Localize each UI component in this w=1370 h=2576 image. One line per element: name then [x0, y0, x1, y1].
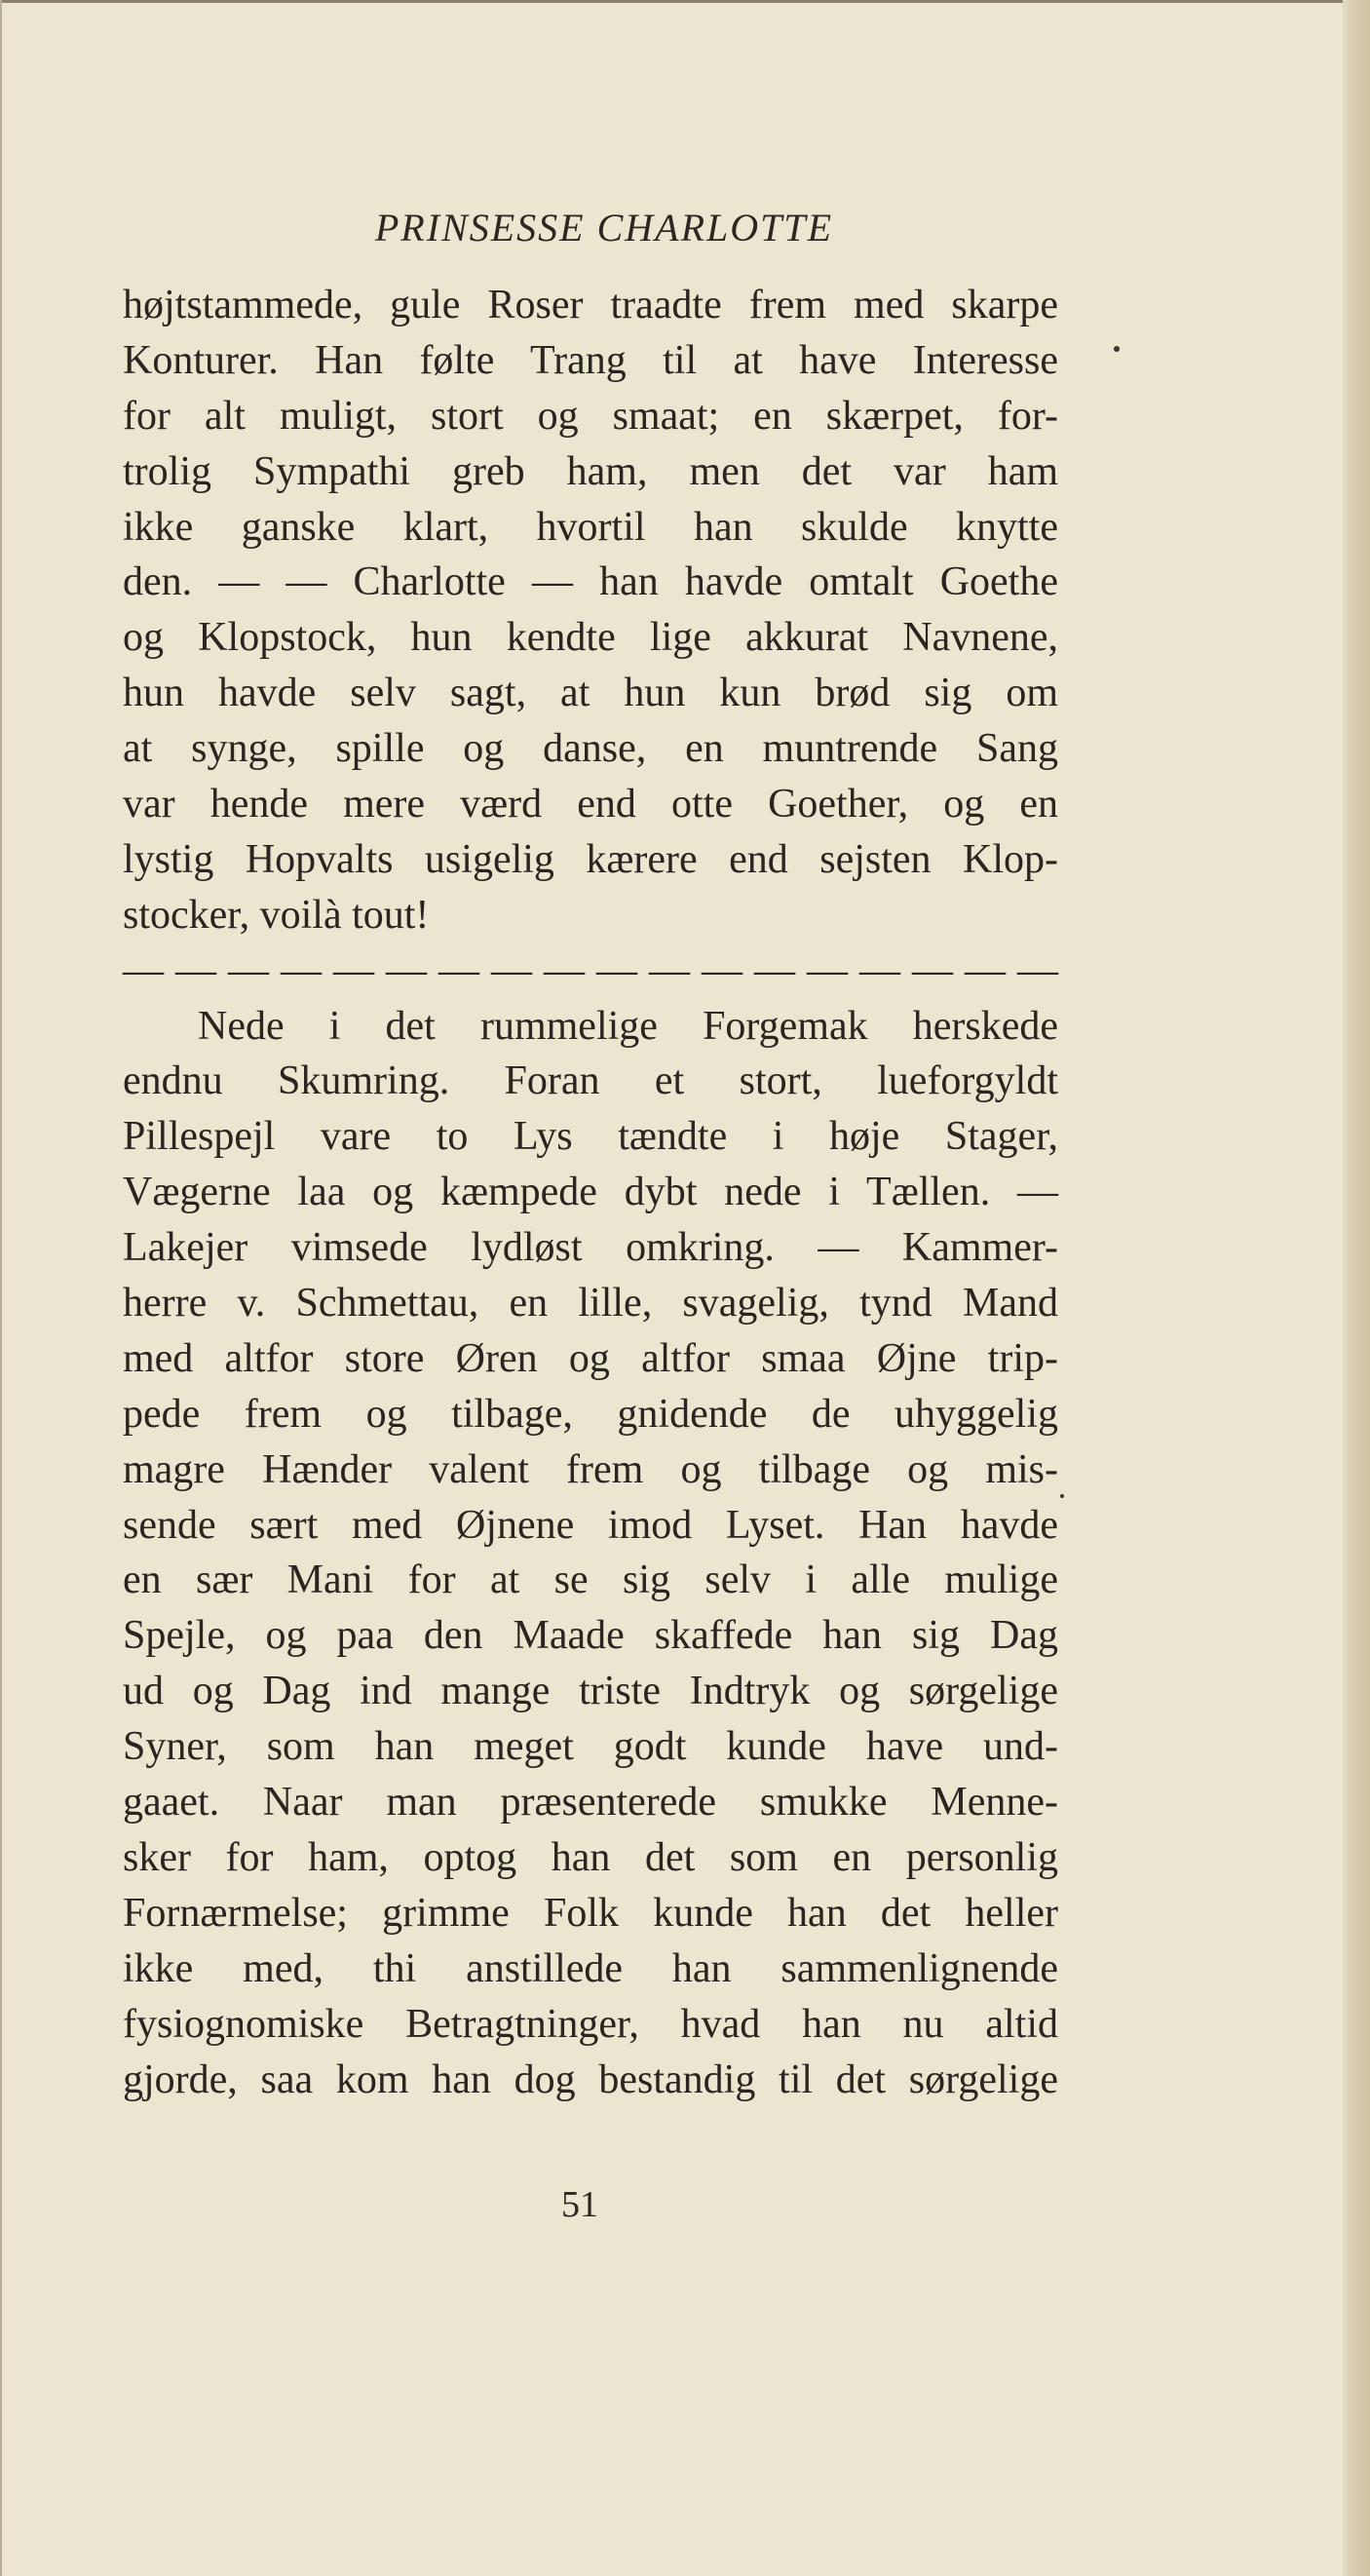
text-line: Lakejer vimsede lydløst omkring. — Kammer-: [123, 1225, 1058, 1271]
text-line: ikke med, thi anstillede han sammenlignende: [123, 1945, 1058, 1991]
text-line: herre v. Schmettau, en lille, svagelig, tynd Mand: [123, 1281, 1058, 1326]
ink-speck: [1060, 1494, 1064, 1498]
body-text: [123, 278, 1058, 2107]
text-line: og Klopstock, hun kendte lige akkurat Navnene,: [123, 615, 1058, 661]
page-edge-shadow: [1343, 0, 1370, 2576]
text-line: trolig Sympathi greb ham, men det var ham: [123, 448, 1058, 494]
text-line: var hende mere værd end otte Goether, og en: [123, 782, 1058, 827]
page-number: 51: [561, 2184, 598, 2225]
text-line: Vægerne laa og kæmpede dybt nede i Tællen. —: [123, 1170, 1058, 1215]
text-line: at synge, spille og danse, en muntrende Sang: [123, 726, 1058, 772]
text-line: gaaet. Naar man præsenterede smukke Menne-: [123, 1780, 1058, 1826]
text-line: Pillespejl vare to Lys tændte i høje Stager,: [123, 1114, 1058, 1160]
text-line: hun havde selv sagt, at hun kun brød sig om: [123, 671, 1058, 716]
text-line: Fornærmelse; grimme Folk kunde han det heller: [123, 1890, 1058, 1936]
scan-top-border: [0, 0, 1370, 3]
text-line: magre Hænder valent frem og tilbage og mis-: [123, 1446, 1058, 1492]
text-line: sende sært med Øjnene imod Lyset. Han havde: [123, 1502, 1058, 1548]
text-line: Nede i det rummelige Forgemak herskede: [198, 1003, 1058, 1049]
text-line: endnu Skumring. Foran et stort, lueforgyldt: [123, 1058, 1058, 1104]
text-line: gjorde, saa kom han dog bestandig til det sørgelige: [123, 2057, 1058, 2102]
text-line: pede frem og tilbage, gnidende de uhyggelig: [123, 1391, 1058, 1437]
paragraph-1: [123, 278, 1058, 943]
paragraph-2: [123, 999, 1058, 2108]
ink-speck: [1114, 346, 1120, 352]
text-line: Konturer. Han følte Trang til at have Interesse: [123, 337, 1058, 383]
text-line: ud og Dag ind mange triste Indtryk og sørgelige: [123, 1669, 1058, 1714]
text-line: Spejle, og paa den Maade skaffede han sig Dag: [123, 1613, 1058, 1659]
text-line: med altfor store Øren og altfor smaa Øjne trip-: [123, 1335, 1058, 1381]
text-line: lystig Hopvalts usigelig kærere end sejsten Klop-: [123, 836, 1058, 882]
running-head: PRINSESSE CHARLOTTE: [374, 206, 834, 250]
text-line: fysiognomiske Betragtninger, hvad han nu altid: [123, 2001, 1058, 2047]
text-line: højtstammede, gule Roser traadte frem med skarpe: [123, 283, 1058, 327]
text-line: stocker, voilà tout!: [123, 892, 430, 938]
text-line: en sær Mani for at se sig selv i alle mulige: [123, 1557, 1058, 1603]
text-line: for alt muligt, stort og smaat; en skærpet, for-: [123, 393, 1058, 439]
text-line: sker for ham, optog han det som en personlig: [123, 1834, 1058, 1880]
section-separator: — — — — — — — — — — — — — — — — — —: [123, 947, 1058, 993]
text-line: ikke ganske klart, hvortil han skulde knytte: [123, 504, 1058, 550]
text-line: Syner, som han meget godt kunde have und-: [123, 1724, 1058, 1770]
text-line: den. — — Charlotte — han havde omtalt Goethe: [123, 559, 1058, 605]
